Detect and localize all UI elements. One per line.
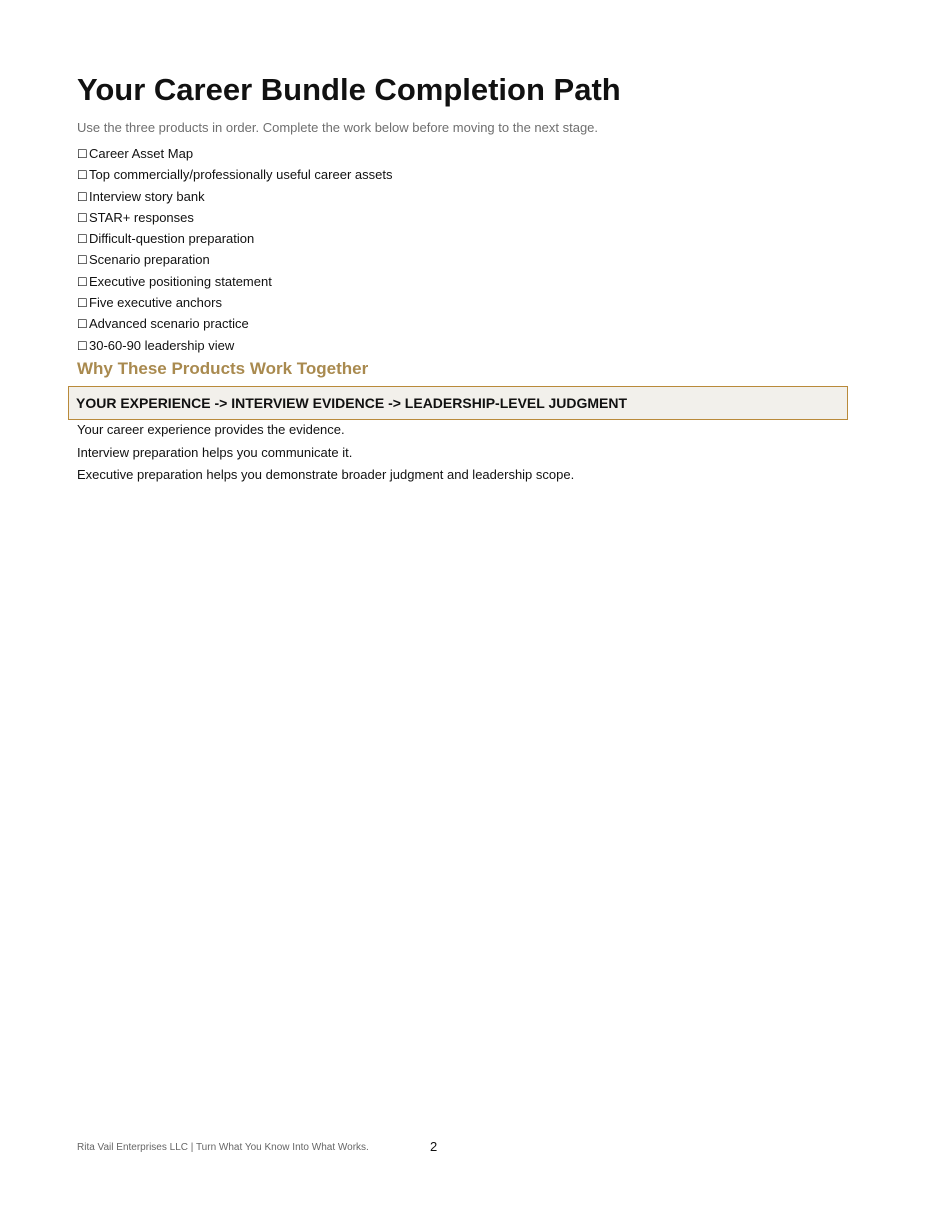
checklist-item [77, 294, 392, 315]
checkbox-icon: ☐ [77, 210, 88, 225]
completion-checklist [77, 145, 392, 358]
checklist-item [77, 166, 392, 187]
checklist-item-label: STAR+ responses [89, 209, 194, 225]
checklist-item-label: Career Asset Map [89, 146, 194, 161]
checkbox-icon: ☐ [77, 147, 88, 161]
checkbox-icon: ☐ [77, 232, 88, 247]
checkbox-icon: ☐ [77, 338, 88, 353]
checklist-item-label: 30-60-90 leadership view [89, 337, 235, 353]
checkbox-icon: ☐ [77, 317, 88, 332]
explanation-line: Interview preparation helps you communicate it. [77, 444, 353, 460]
intro-text: Use the three products in order. Complete the work below before moving to the next stage. [77, 120, 599, 135]
callout-text: YOUR EXPERIENCE -> INTERVIEW EVIDENCE -> LEADERSHIP-LEVEL JUDGMENT [76, 395, 628, 411]
checklist-item-label: Interview story bank [89, 188, 205, 204]
callout-box [68, 386, 848, 420]
page-number: 2 [430, 1139, 438, 1154]
section-heading: Why These Products Work Together [77, 359, 369, 378]
checklist-item [77, 209, 392, 230]
checkbox-icon: ☐ [77, 296, 88, 311]
checklist-item [77, 273, 392, 294]
checklist-item-label: Scenario preparation [89, 252, 210, 268]
checkbox-icon: ☐ [77, 168, 88, 183]
checkbox-icon: ☐ [77, 189, 88, 204]
checklist-item-label: Five executive anchors [89, 295, 222, 311]
checklist-item-label: Difficult-question preparation [89, 231, 255, 247]
checklist-item [77, 337, 392, 358]
explanation-line: Your career experience provides the evidence. [77, 422, 345, 437]
page-title: Your Career Bundle Completion Path [77, 72, 621, 107]
explanation-line: Executive preparation helps you demonstrate broader judgment and leadership scope. [77, 467, 575, 483]
checklist-item [77, 315, 392, 336]
checklist-item [77, 145, 392, 166]
checkbox-icon: ☐ [77, 253, 88, 268]
checklist-item [77, 230, 392, 251]
explanation-list [77, 420, 574, 488]
checklist-item [77, 251, 392, 272]
footer-text: Rita Vail Enterprises LLC | Turn What You Know Into What Works. [77, 1142, 369, 1153]
checklist-item-label: Executive positioning statement [89, 273, 272, 289]
checklist-item [77, 188, 392, 209]
checklist-item-label: Advanced scenario practice [89, 316, 249, 332]
checklist-item-label: Top commercially/professionally useful career assets [89, 167, 393, 183]
checkbox-icon: ☐ [77, 274, 88, 289]
